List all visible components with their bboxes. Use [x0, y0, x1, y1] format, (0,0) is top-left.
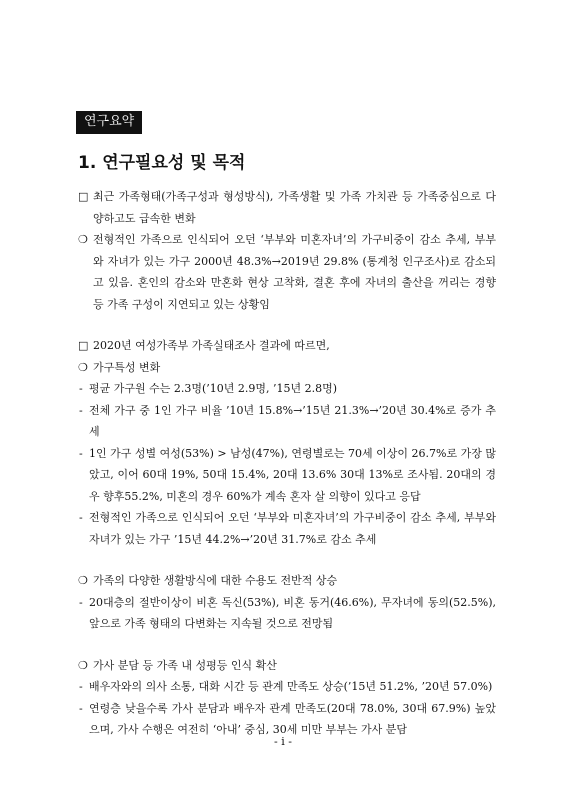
circle-item [78, 229, 496, 315]
circle-item [78, 655, 496, 677]
spacer [78, 635, 496, 655]
circle-item-text: 전형적인 가족으로 인식되어 오던 ‘부부와 미혼자녀’의 가구비중이 감소 추세, 부부와 자녀가 있는 가구 2000년 48.3%→2019년 29.8% (통계청 인구조사)로 감소되고 있음. 혼인의 감소와 만혼화 현상 고착화, 결혼 후에 자녀의 출산을 꺼리는 경향 등 가족 구성이 지연되고 있는 상황임 [93, 233, 496, 311]
section-heading-item-text: 2020년 여성가족부 가족실태조사 결과에 따르면, [93, 339, 330, 352]
circle-item [78, 357, 496, 379]
section-heading-item-text: 최근 가족형태(가족구성과 형성방식), 가족생활 및 가족 가치관 등 가족중심으로 다양하고도 급속한 변화 [93, 190, 496, 225]
dash-item [78, 592, 496, 635]
dash-item-text: 연령층 낮을수록 가사 분담과 배우자 관계 만족도(20대 78.0%, 30대 67.9%) 높았으며, 가사 수행은 여전히 ‘아내’ 중심, 30세 미만 부부는 가사 분담 [89, 701, 496, 736]
dash-item [78, 507, 496, 550]
circle-item-text: 가사 분담 등 가족 내 성평등 인식 확산 [93, 658, 277, 672]
circle-item-text: 가족의 다양한 생활방식에 대한 수용도 전반적 상승 [93, 574, 338, 587]
dash-item-text: 전형적인 가족으로 인식되어 오던 ‘부부와 미혼자녀’의 가구비중이 감소 추세, 부부와 자녀가 있는 가구 ’15년 44.2%→’20년 31.7%로 감소 추세 [89, 511, 496, 546]
circle-item [78, 570, 496, 592]
dash-item [78, 400, 496, 443]
circle-bullet-icon: ❍ [78, 574, 88, 587]
summary-content [78, 186, 496, 741]
dash-bullet-icon: - [79, 595, 83, 609]
circle-bullet-icon: ❍ [78, 658, 88, 672]
page-number: - i - [274, 735, 292, 748]
dash-item [78, 443, 496, 508]
dash-bullet-icon: - [79, 403, 83, 417]
circle-bullet-icon: ❍ [78, 360, 88, 374]
section-heading-item [78, 335, 496, 357]
spacer [78, 315, 496, 335]
dash-item-text: 전체 가구 중 1인 가구 비율 ’10년 15.8%→’15년 21.3%→’20년 30.4%로 증가 추세 [89, 403, 496, 438]
square-bullet-icon: □ [78, 339, 89, 352]
dash-item [78, 676, 496, 698]
circle-item-text: 가구특성 변화 [93, 360, 161, 374]
dash-bullet-icon: - [79, 701, 83, 715]
section-heading: 1. 연구필요성 및 목적 [78, 153, 246, 173]
dash-item [78, 378, 496, 400]
dash-item-text: 평균 가구원 수는 2.3명(’10년 2.9명, ’15년 2.8명) [89, 382, 338, 395]
dash-item-text: 배우자와의 의사 소통, 대화 시간 등 관계 만족도 상승(’15년 51.2%, ’20년 57.0%) [89, 680, 493, 693]
dash-item-text: 1인 가구 성별 여성(53%) > 남성(47%), 연령별로는 70세 이상이 26.7%로 가장 많았고, 이어 60대 19%, 50대 15.4%, 20대 13.6% 30대 13%로 조사됨. 20대의 경우 향후55.2%, 미혼의 경우 60%가 계속 혼자 살 의향이 있다고 응답 [89, 446, 496, 503]
spacer [78, 550, 496, 570]
square-bullet-icon: □ [78, 190, 89, 203]
circle-bullet-icon: ❍ [78, 233, 88, 246]
dash-bullet-icon: - [79, 446, 83, 460]
dash-bullet-icon: - [79, 680, 83, 693]
dash-bullet-icon: - [79, 511, 83, 524]
section-tag: 연구요약 [76, 111, 142, 134]
dash-bullet-icon: - [79, 382, 83, 395]
section-heading-item [78, 186, 496, 229]
dash-item-text: 20대층의 절반이상이 비혼 독신(53%), 비혼 동거(46.6%), 무자녀에 동의(52.5%), 앞으로 가족 형태의 다변화는 지속될 것으로 전망됨 [89, 595, 496, 630]
